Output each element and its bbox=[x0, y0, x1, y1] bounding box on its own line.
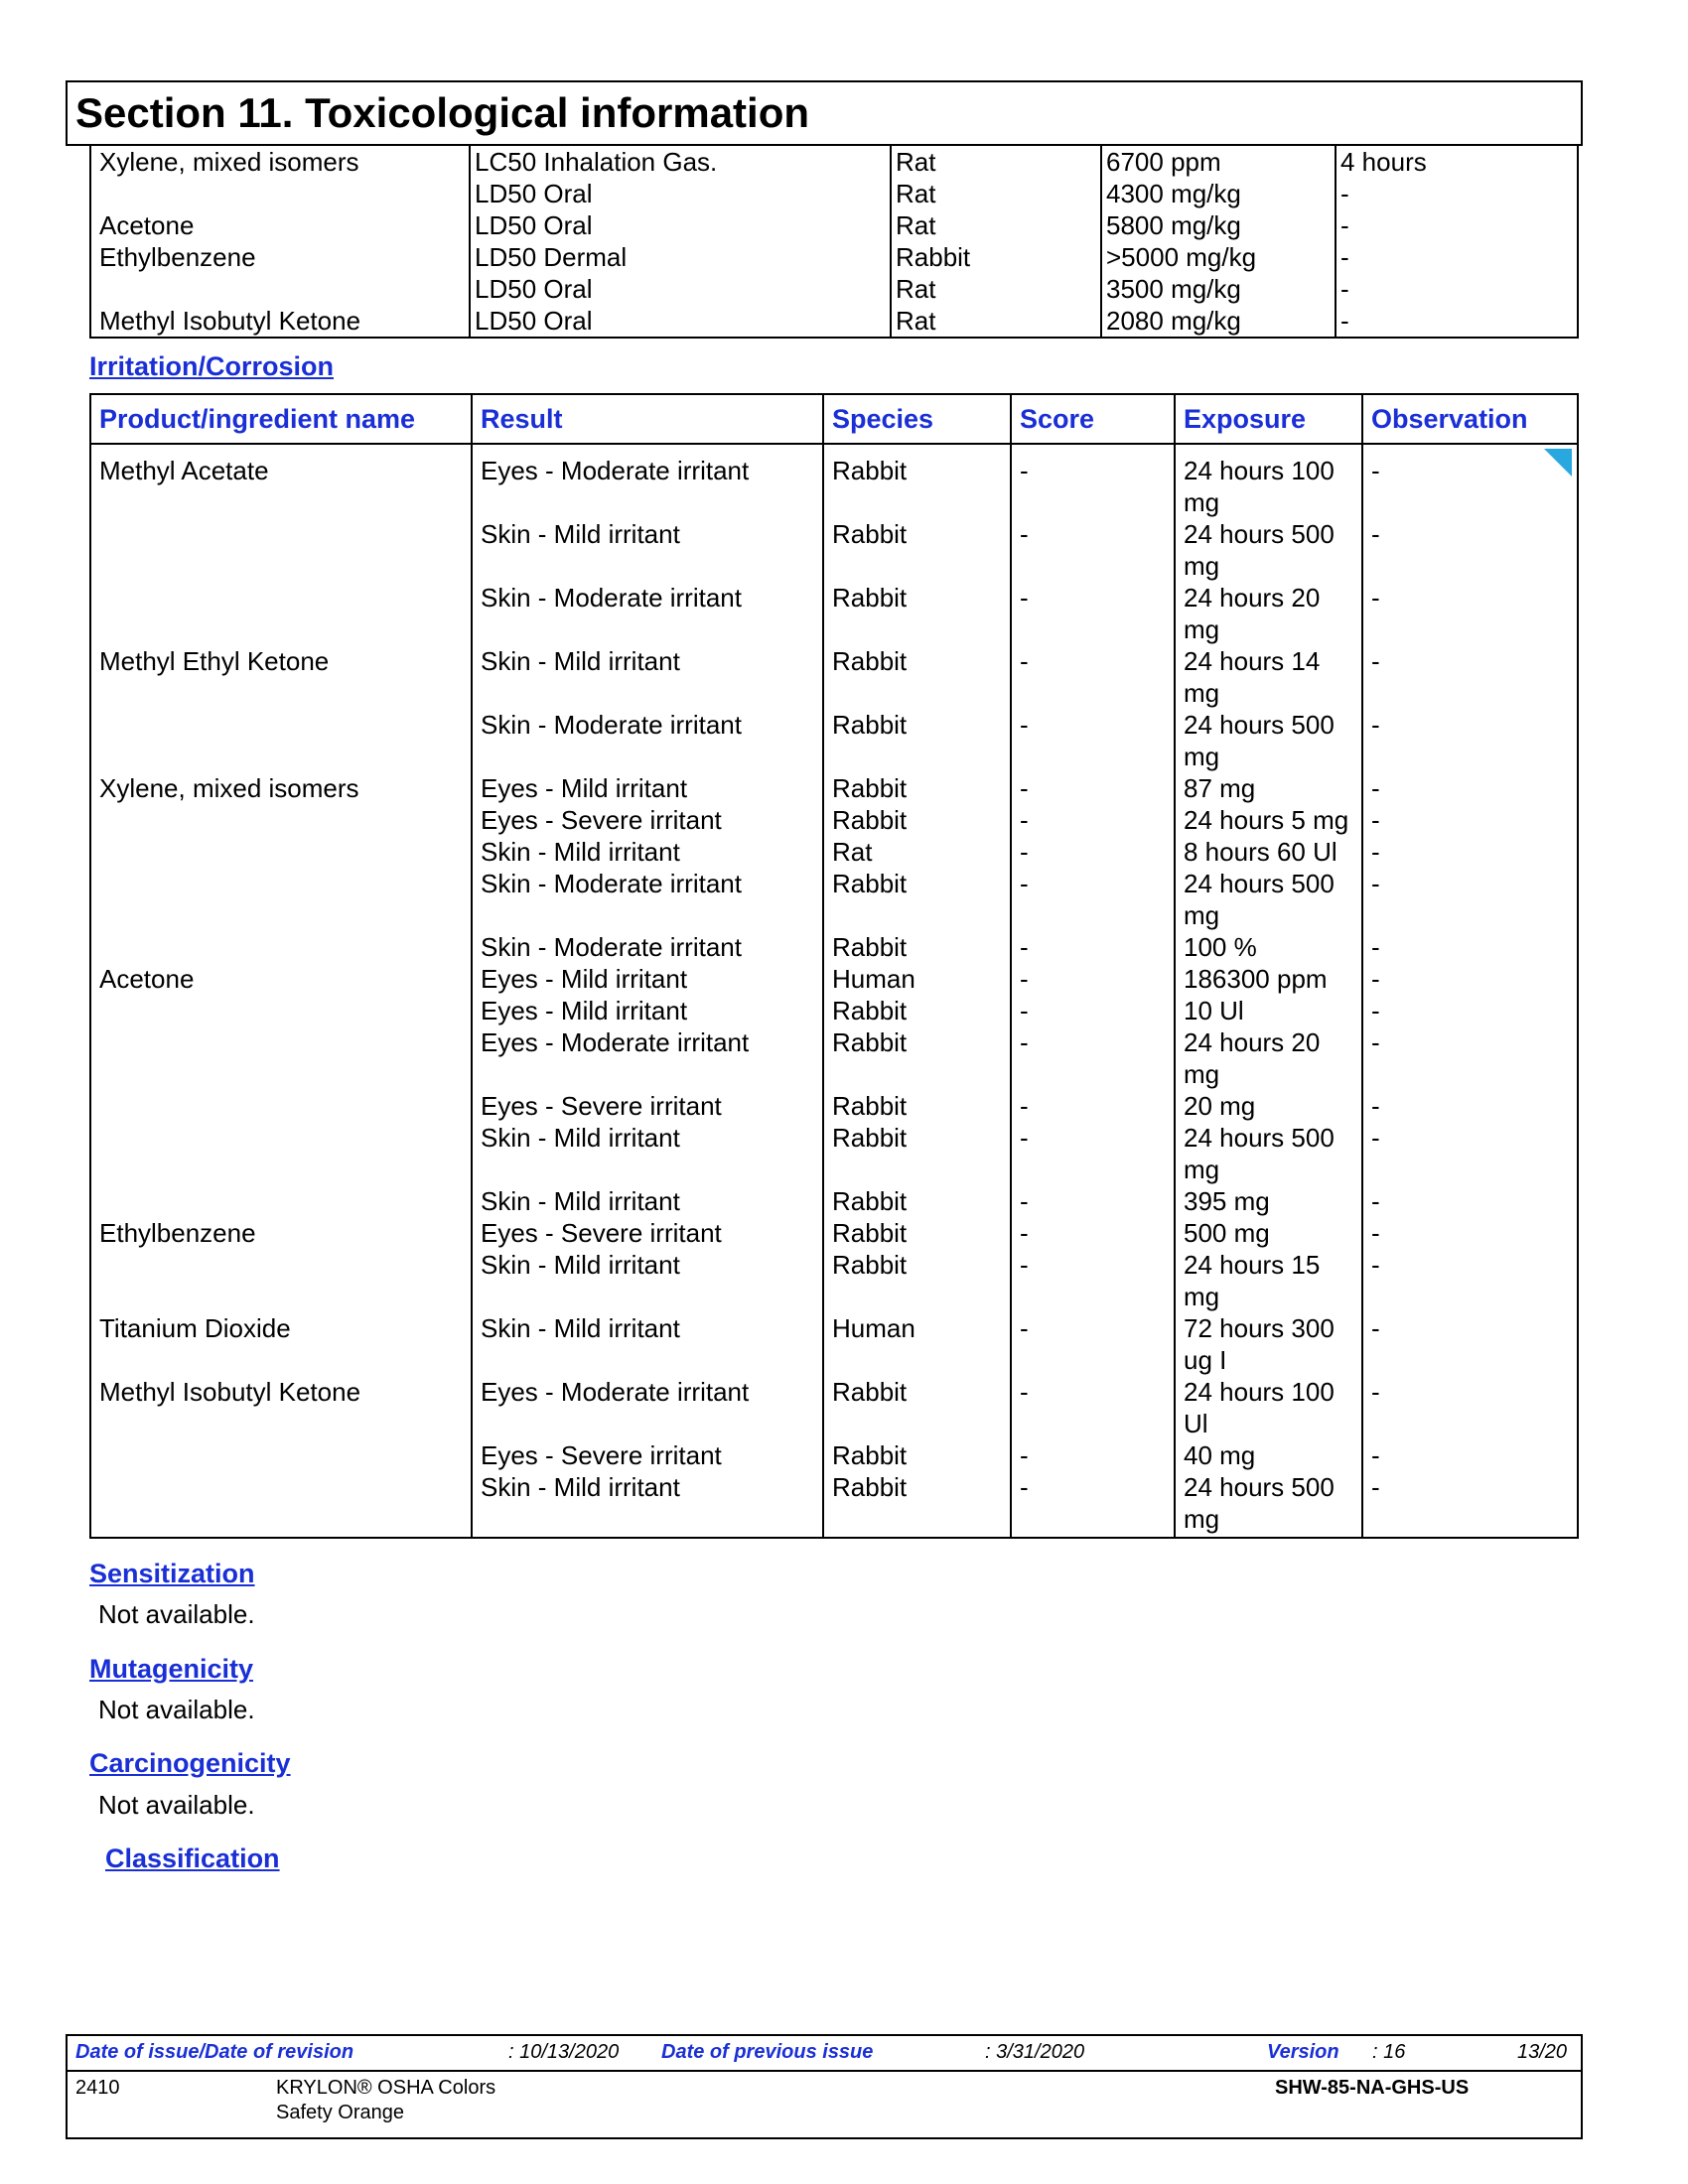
observation: - bbox=[1362, 645, 1578, 709]
ingredient-name bbox=[90, 868, 472, 931]
irritation-row bbox=[90, 645, 1578, 709]
ingredient-name bbox=[90, 836, 472, 868]
irritation-row bbox=[90, 444, 1578, 518]
col-result: Result bbox=[472, 394, 823, 444]
irritation-result: Skin - Mild irritant bbox=[472, 1249, 823, 1312]
ingredient-name bbox=[90, 931, 472, 963]
exposure: - bbox=[1336, 273, 1578, 305]
irritation-result: Skin - Mild irritant bbox=[472, 836, 823, 868]
test-result: LD50 Oral bbox=[470, 209, 891, 241]
observation: - bbox=[1362, 772, 1578, 804]
exposure: 24 hours 100 mg bbox=[1175, 444, 1362, 518]
sensitization-heading[interactable]: Sensitization bbox=[89, 1559, 255, 1588]
ingredient-name: Methyl Acetate bbox=[90, 444, 472, 518]
irritation-result: Skin - Mild irritant bbox=[472, 518, 823, 582]
exposure: 20 mg bbox=[1175, 1090, 1362, 1122]
irritation-row bbox=[90, 931, 1578, 963]
exposure: 87 mg bbox=[1175, 772, 1362, 804]
score: - bbox=[1011, 931, 1175, 963]
ingredient-name bbox=[90, 178, 470, 209]
issue-date-label: Date of issue/Date of revision bbox=[75, 2041, 354, 2063]
exposure: 395 mg bbox=[1175, 1185, 1362, 1217]
score: - bbox=[1011, 804, 1175, 836]
observation: - bbox=[1362, 995, 1578, 1026]
irritation-result: Eyes - Mild irritant bbox=[472, 963, 823, 995]
observation: - bbox=[1362, 582, 1578, 645]
score: - bbox=[1011, 1090, 1175, 1122]
irritation-row bbox=[90, 518, 1578, 582]
species: Rat bbox=[891, 305, 1101, 338]
dose: 6700 ppm bbox=[1101, 146, 1336, 178]
ingredient-name: Methyl Ethyl Ketone bbox=[90, 645, 472, 709]
irritation-heading[interactable]: Irritation/Corrosion bbox=[89, 351, 335, 381]
species: Rabbit bbox=[823, 1376, 1011, 1439]
irritation-row bbox=[90, 1026, 1578, 1090]
carcinogenicity-heading[interactable]: Carcinogenicity bbox=[89, 1748, 291, 1778]
exposure: 24 hours 20 mg bbox=[1175, 1026, 1362, 1090]
sensitization-text: Not available. bbox=[98, 1599, 255, 1629]
observation: - bbox=[1362, 1122, 1578, 1185]
irritation-row bbox=[90, 963, 1578, 995]
ingredient-name: Ethylbenzene bbox=[90, 1217, 472, 1249]
acute-row bbox=[90, 305, 1578, 338]
irritation-row bbox=[90, 836, 1578, 868]
ingredient-name: Acetone bbox=[90, 963, 472, 995]
irritation-row bbox=[90, 1122, 1578, 1185]
observation: - bbox=[1362, 518, 1578, 582]
dose: 5800 mg/kg bbox=[1101, 209, 1336, 241]
species: Rabbit bbox=[823, 1471, 1011, 1538]
score: - bbox=[1011, 1185, 1175, 1217]
exposure: - bbox=[1336, 241, 1578, 273]
dose: >5000 mg/kg bbox=[1101, 241, 1336, 273]
score: - bbox=[1011, 1249, 1175, 1312]
score: - bbox=[1011, 963, 1175, 995]
exposure: 24 hours 500 mg bbox=[1175, 1122, 1362, 1185]
species: Rabbit bbox=[823, 518, 1011, 582]
col-species: Species bbox=[823, 394, 1011, 444]
species: Rabbit bbox=[823, 995, 1011, 1026]
acute-row bbox=[90, 178, 1578, 209]
exposure: 24 hours 15 mg bbox=[1175, 1249, 1362, 1312]
irritation-row bbox=[90, 772, 1578, 804]
ingredient-name bbox=[90, 1249, 472, 1312]
observation: - bbox=[1362, 1026, 1578, 1090]
observation: - bbox=[1362, 868, 1578, 931]
score: - bbox=[1011, 1439, 1175, 1471]
exposure: 24 hours 500 mg bbox=[1175, 518, 1362, 582]
score: - bbox=[1011, 1471, 1175, 1538]
ingredient-name bbox=[90, 1439, 472, 1471]
exposure: 24 hours 20 mg bbox=[1175, 582, 1362, 645]
issue-date-value: : 10/13/2020 bbox=[508, 2041, 620, 2063]
score: - bbox=[1011, 868, 1175, 931]
exposure: - bbox=[1336, 305, 1578, 338]
score: - bbox=[1011, 1217, 1175, 1249]
ingredient-name: Xylene, mixed isomers bbox=[90, 772, 472, 804]
product-name-line1: KRYLON® OSHA Colors bbox=[276, 2077, 496, 2099]
ingredient-name: Acetone bbox=[90, 209, 470, 241]
exposure: - bbox=[1336, 209, 1578, 241]
exposure: 24 hours 500 mg bbox=[1175, 1471, 1362, 1538]
exposure: 24 hours 500 mg bbox=[1175, 709, 1362, 772]
test-result: LD50 Oral bbox=[470, 273, 891, 305]
carcinogenicity-text: Not available. bbox=[98, 1790, 255, 1820]
score: - bbox=[1011, 1122, 1175, 1185]
exposure: 24 hours 5 mg bbox=[1175, 804, 1362, 836]
section-title: Section 11. Toxicological information bbox=[75, 89, 810, 136]
ingredient-name bbox=[90, 804, 472, 836]
ingredient-name bbox=[90, 995, 472, 1026]
observation: - bbox=[1362, 1090, 1578, 1122]
species: Rabbit bbox=[823, 444, 1011, 518]
irritation-row bbox=[90, 1439, 1578, 1471]
irritation-row bbox=[90, 995, 1578, 1026]
acute-row bbox=[90, 241, 1578, 273]
ingredient-name bbox=[90, 1122, 472, 1185]
species: Rat bbox=[823, 836, 1011, 868]
irritation-result: Skin - Moderate irritant bbox=[472, 868, 823, 931]
dose: 3500 mg/kg bbox=[1101, 273, 1336, 305]
score: - bbox=[1011, 518, 1175, 582]
dose: 2080 mg/kg bbox=[1101, 305, 1336, 338]
observation: - bbox=[1362, 444, 1578, 518]
irritation-row bbox=[90, 1185, 1578, 1217]
observation: - bbox=[1362, 931, 1578, 963]
acute-row bbox=[90, 209, 1578, 241]
ingredient-name: Ethylbenzene bbox=[90, 241, 470, 273]
col-observation: Observation bbox=[1362, 394, 1578, 444]
exposure: 24 hours 500 mg bbox=[1175, 868, 1362, 931]
ingredient-name: Methyl Isobutyl Ketone bbox=[90, 305, 470, 338]
observation: - bbox=[1362, 836, 1578, 868]
exposure: 186300 ppm bbox=[1175, 963, 1362, 995]
observation: - bbox=[1362, 1185, 1578, 1217]
observation: - bbox=[1362, 1249, 1578, 1312]
test-result: LD50 Dermal bbox=[470, 241, 891, 273]
irritation-result: Skin - Moderate irritant bbox=[472, 931, 823, 963]
mutagenicity-heading[interactable]: Mutagenicity bbox=[89, 1654, 254, 1684]
ingredient-name bbox=[90, 273, 470, 305]
exposure: - bbox=[1336, 178, 1578, 209]
footer-dates-row bbox=[68, 2036, 1581, 2072]
exposure: 8 hours 60 Ul bbox=[1175, 836, 1362, 868]
observation: - bbox=[1362, 804, 1578, 836]
species: Rabbit bbox=[823, 1090, 1011, 1122]
species: Rabbit bbox=[823, 645, 1011, 709]
score: - bbox=[1011, 1026, 1175, 1090]
species: Rabbit bbox=[823, 1122, 1011, 1185]
irritation-result: Eyes - Severe irritant bbox=[472, 1217, 823, 1249]
product-code: 2410 bbox=[75, 2077, 120, 2099]
document-id: SHW-85-NA-GHS-US bbox=[1275, 2077, 1470, 2099]
ingredient-name: Methyl Isobutyl Ketone bbox=[90, 1376, 472, 1439]
score: - bbox=[1011, 645, 1175, 709]
species: Rabbit bbox=[823, 1439, 1011, 1471]
irritation-result: Eyes - Moderate irritant bbox=[472, 1376, 823, 1439]
exposure: 500 mg bbox=[1175, 1217, 1362, 1249]
species: Rabbit bbox=[823, 772, 1011, 804]
previous-issue-label: Date of previous issue bbox=[661, 2041, 874, 2063]
irritation-row bbox=[90, 1249, 1578, 1312]
exposure: 100 % bbox=[1175, 931, 1362, 963]
col-product-name: Product/ingredient name bbox=[90, 394, 472, 444]
dose: 4300 mg/kg bbox=[1101, 178, 1336, 209]
irritation-row bbox=[90, 1217, 1578, 1249]
exposure: 24 hours 100 Ul bbox=[1175, 1376, 1362, 1439]
ingredient-name bbox=[90, 518, 472, 582]
observation: - bbox=[1362, 963, 1578, 995]
classification-heading[interactable]: Classification bbox=[105, 1843, 280, 1873]
section-header bbox=[66, 80, 1583, 146]
irritation-result: Eyes - Mild irritant bbox=[472, 772, 823, 804]
exposure: 40 mg bbox=[1175, 1439, 1362, 1471]
observation: - bbox=[1362, 1217, 1578, 1249]
irritation-result: Eyes - Severe irritant bbox=[472, 1439, 823, 1471]
score: - bbox=[1011, 709, 1175, 772]
mutagenicity-text: Not available. bbox=[98, 1695, 255, 1724]
species: Rat bbox=[891, 209, 1101, 241]
irritation-result: Skin - Mild irritant bbox=[472, 1312, 823, 1376]
corner-marker-icon bbox=[1544, 449, 1572, 477]
version-value: : 16 bbox=[1372, 2041, 1406, 2063]
ingredient-name: Xylene, mixed isomers bbox=[90, 146, 470, 178]
ingredient-name bbox=[90, 1185, 472, 1217]
ingredient-name bbox=[90, 1471, 472, 1538]
species: Rabbit bbox=[823, 709, 1011, 772]
species: Rat bbox=[891, 273, 1101, 305]
observation: - bbox=[1362, 709, 1578, 772]
score: - bbox=[1011, 995, 1175, 1026]
irritation-row bbox=[90, 1471, 1578, 1538]
irritation-row bbox=[90, 709, 1578, 772]
page-footer bbox=[66, 2034, 1583, 2139]
observation: - bbox=[1362, 1439, 1578, 1471]
exposure: 72 hours 300 ug I bbox=[1175, 1312, 1362, 1376]
exposure: 24 hours 14 mg bbox=[1175, 645, 1362, 709]
test-result: LD50 Oral bbox=[470, 178, 891, 209]
ingredient-name bbox=[90, 582, 472, 645]
ingredient-name bbox=[90, 1026, 472, 1090]
irritation-result: Skin - Moderate irritant bbox=[472, 582, 823, 645]
observation: - bbox=[1362, 1471, 1578, 1538]
score: - bbox=[1011, 444, 1175, 518]
species: Rat bbox=[891, 146, 1101, 178]
species: Human bbox=[823, 963, 1011, 995]
acute-row bbox=[90, 146, 1578, 178]
species: Rat bbox=[891, 178, 1101, 209]
page-number: 13/20 bbox=[1517, 2041, 1568, 2063]
col-exposure: Exposure bbox=[1175, 394, 1362, 444]
species: Human bbox=[823, 1312, 1011, 1376]
version-label: Version bbox=[1267, 2041, 1339, 2063]
irritation-result: Eyes - Mild irritant bbox=[472, 995, 823, 1026]
irritation-result: Eyes - Severe irritant bbox=[472, 804, 823, 836]
score: - bbox=[1011, 1376, 1175, 1439]
species: Rabbit bbox=[823, 1185, 1011, 1217]
score: - bbox=[1011, 1312, 1175, 1376]
irritation-row bbox=[90, 804, 1578, 836]
irritation-row bbox=[90, 582, 1578, 645]
exposure: 4 hours bbox=[1336, 146, 1578, 178]
acute-row bbox=[90, 273, 1578, 305]
species: Rabbit bbox=[823, 1217, 1011, 1249]
score: - bbox=[1011, 772, 1175, 804]
species: Rabbit bbox=[823, 868, 1011, 931]
ingredient-name bbox=[90, 1090, 472, 1122]
observation: - bbox=[1362, 1312, 1578, 1376]
species: Rabbit bbox=[823, 582, 1011, 645]
species: Rabbit bbox=[823, 931, 1011, 963]
irritation-result: Skin - Moderate irritant bbox=[472, 709, 823, 772]
irritation-table bbox=[89, 393, 1579, 1539]
irritation-result: Skin - Mild irritant bbox=[472, 1471, 823, 1538]
product-name-line2: Safety Orange bbox=[276, 2102, 404, 2123]
score: - bbox=[1011, 836, 1175, 868]
species: Rabbit bbox=[823, 804, 1011, 836]
ingredient-name: Titanium Dioxide bbox=[90, 1312, 472, 1376]
exposure: 10 Ul bbox=[1175, 995, 1362, 1026]
irritation-result: Skin - Mild irritant bbox=[472, 1185, 823, 1217]
observation: - bbox=[1362, 1376, 1578, 1439]
previous-issue-value: : 3/31/2020 bbox=[985, 2041, 1085, 2063]
irritation-row bbox=[90, 1312, 1578, 1376]
irritation-result: Eyes - Moderate irritant bbox=[472, 444, 823, 518]
species: Rabbit bbox=[823, 1249, 1011, 1312]
score: - bbox=[1011, 582, 1175, 645]
irritation-row bbox=[90, 868, 1578, 931]
species: Rabbit bbox=[891, 241, 1101, 273]
test-result: LC50 Inhalation Gas. bbox=[470, 146, 891, 178]
irritation-result: Skin - Mild irritant bbox=[472, 1122, 823, 1185]
irritation-header-row bbox=[90, 394, 1578, 444]
irritation-result: Eyes - Moderate irritant bbox=[472, 1026, 823, 1090]
irritation-result: Eyes - Severe irritant bbox=[472, 1090, 823, 1122]
irritation-result: Skin - Mild irritant bbox=[472, 645, 823, 709]
col-score: Score bbox=[1011, 394, 1175, 444]
species: Rabbit bbox=[823, 1026, 1011, 1090]
acute-toxicity-table bbox=[89, 146, 1579, 339]
ingredient-name bbox=[90, 709, 472, 772]
irritation-row bbox=[90, 1376, 1578, 1439]
irritation-row bbox=[90, 1090, 1578, 1122]
test-result: LD50 Oral bbox=[470, 305, 891, 338]
